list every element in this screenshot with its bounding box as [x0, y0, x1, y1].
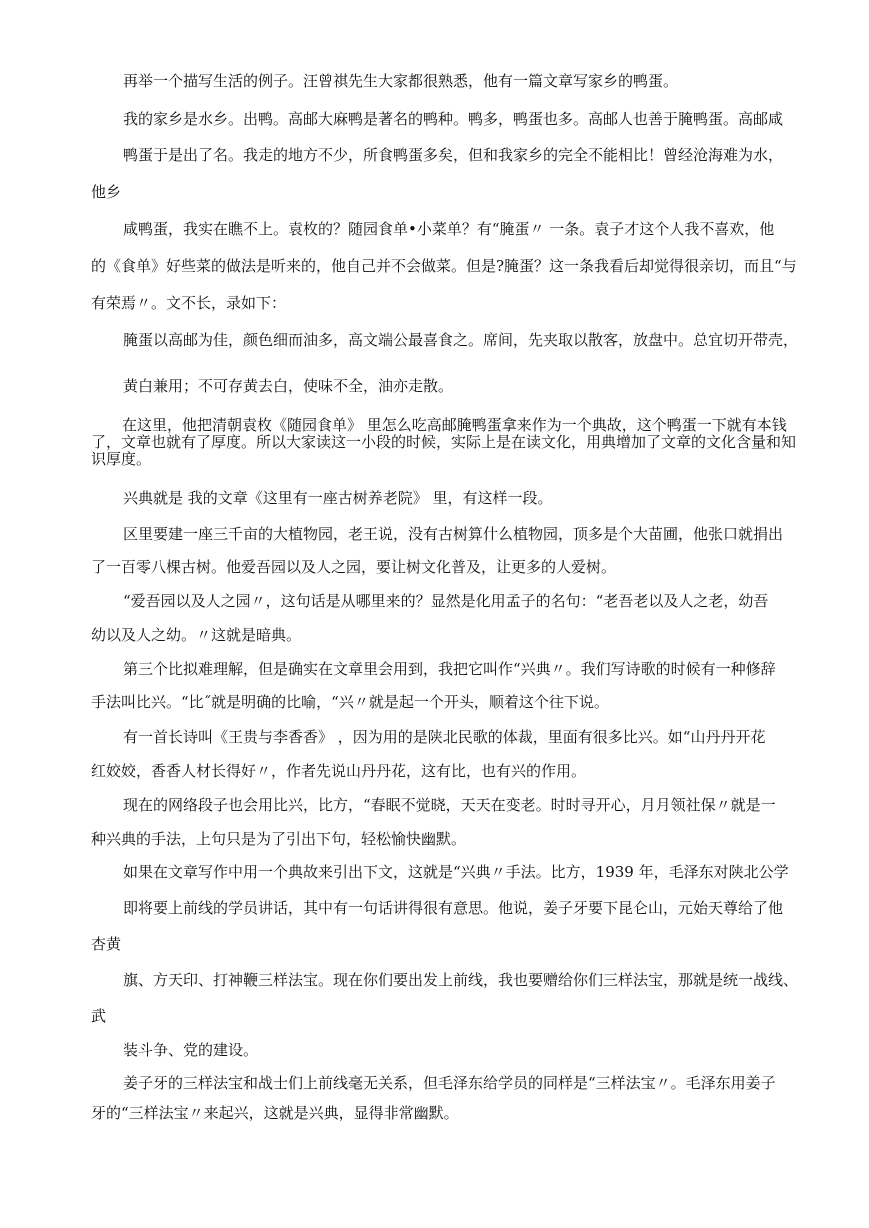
- quote-line: 黄白兼用；不可存黄去白，使味不全，油亦走散。: [123, 377, 454, 395]
- paragraph: 再举一个描写生活的例子。汪曾祺先生大家都很熟悉，他有一篇文章写家乡的鸭蛋。: [123, 72, 679, 90]
- paragraph: 幼以及人之幼。〃这就是暗典。: [91, 626, 302, 644]
- paragraph: 兴典就是 我的文章《这里有一座古树养老院》 里，有这样一段。: [123, 489, 553, 507]
- paragraph: 牙的“三样法宝〃来起兴，这就是兴典，显得非常幽默。: [91, 1104, 459, 1122]
- quote-line: 了一百零八棵古树。他爱吾园以及人之园，要让树文化普及，让更多的人爱树。: [91, 558, 617, 576]
- quote-line: 我的家乡是水乡。出鸭。高邮大麻鸭是著名的鸭种。鸭多，鸭蛋也多。高邮人也善于腌鸭蛋。高邮咸: [123, 110, 784, 128]
- paragraph: 第三个比拟难理解，但是确实在文章里会用到，我把它叫作“兴典〃。我们写诗歌的时候有一种修辞: [123, 660, 776, 678]
- paragraph: 有一首长诗叫《王贵与李香香》 ，因为用的是陕北民歌的体裁，里面有很多比兴。如“山丹丹开花: [123, 728, 766, 746]
- quote-line: 他乡: [91, 183, 122, 201]
- quote-line: 有荣焉〃。文不长，录如下：: [91, 294, 287, 312]
- quote-line: 腌蛋以高邮为佳，颜色细而油多，高文端公最喜食之。席间，先夹取以散客，放盘中。总宜切开带壳，: [123, 331, 799, 349]
- paragraph: 手法叫比兴。“比˝就是明确的比喻，“兴〃就是起一个开头，顺着这个往下说。: [91, 693, 609, 711]
- paragraph: 武: [91, 1007, 107, 1025]
- paragraph: 在这里，他把清朝袁枚《随园食单》 里怎么吃高邮腌鸭蛋拿来作为一个典故，这个鸭蛋一下就有本钱了，文章也就有了厚度。所以大家读这一小段的时候，实际上是在读文化，用典增加了文章的文化含量和知识厚度。: [91, 416, 797, 468]
- quote-line: 鸭蛋于是出了名。我走的地方不少，所食鸭蛋多矣，但和我家乡的完全不能相比！曾经沧海难为水，: [123, 146, 784, 164]
- paragraph: 旗、方天印、打神鞭三样法宝。现在你们要出发上前线，我也要赠给你们三样法宝，那就是统一战线、: [123, 971, 799, 989]
- paragraph: 现在的网络段子也会用比兴，比方，“春眠不觉晓，天天在变老。时时寻开心，月月领社保〃就是一: [123, 796, 776, 814]
- paragraph: 姜子牙的三样法宝和战士们上前线毫无关系，但毛泽东给学员的同样是“三样法宝〃。毛泽东用姜子: [123, 1074, 776, 1092]
- quote-line: 区里要建一座三千亩的大植物园，老王说，没有古树算什么植物园，顶多是个大苗圃，他张口就捐出: [123, 525, 784, 543]
- paragraph: 如果在文章写作中用一个典故来引出下文，这就是“兴典〃手法。比方，1939 年，毛泽东对陕北公学: [123, 863, 789, 881]
- quote-line: 的《食单》好些菜的做法是听来的，他自己并不会做菜。但是?腌蛋？这一条我看后却觉得很亲切，而且“与: [91, 257, 797, 275]
- paragraph: 种兴典的手法，上句只是为了引出下句，轻松愉快幽默。: [91, 830, 467, 848]
- paragraph: 即将要上前线的学员讲话，其中有一句话讲得很有意思。他说，姜子牙要下昆仑山，元始天尊给了他: [123, 899, 784, 917]
- paragraph: 红姣姣，香香人材长得好〃，作者先说山丹丹花，这有比，也有兴的作用。: [91, 762, 587, 780]
- paragraph: 装斗争、党的建设。: [123, 1041, 259, 1059]
- paragraph: “爱吾园以及人之园〃，这句话是从哪里来的？显然是化用孟子的名句：“老吾老以及人之老，幼吾: [123, 592, 769, 610]
- paragraph: 杏黄: [91, 935, 122, 953]
- quote-line: 咸鸭蛋，我实在瞧不上。袁枚的？随园食单•小菜单？有“腌蛋〃 一条。袁子才这个人我不喜欢，他: [123, 220, 775, 238]
